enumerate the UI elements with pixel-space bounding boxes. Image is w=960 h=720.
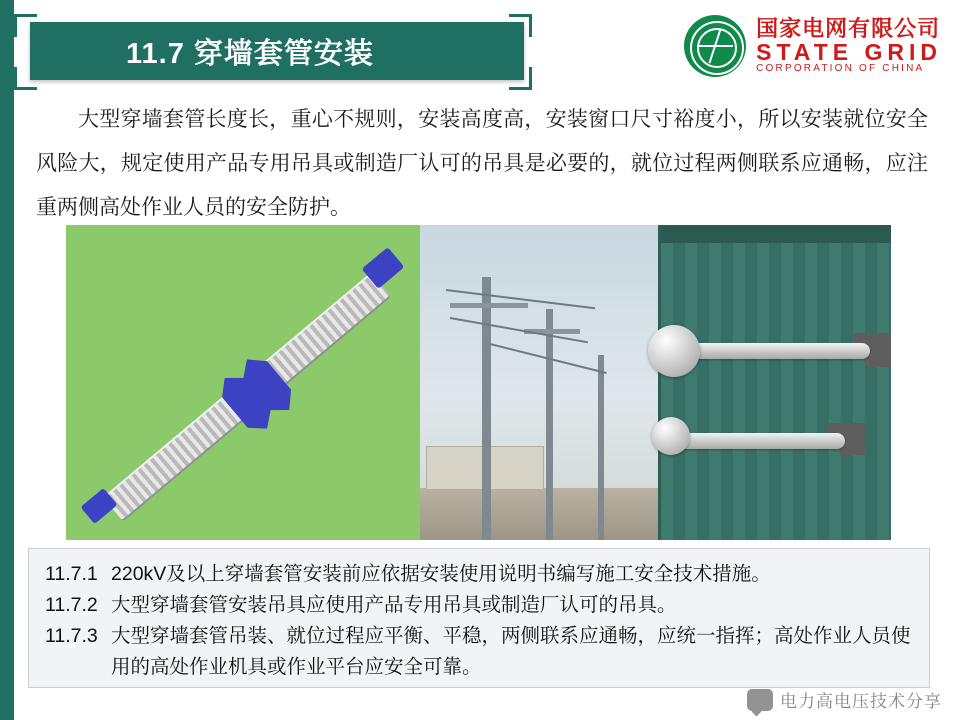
watermark (747, 687, 942, 712)
state-grid-globe-icon (684, 15, 746, 77)
note-text: 大型穿墙套管吊装、就位过程应平衡、平稳，两侧联系应通畅，应统一指挥；高处作业人员使用的高处作业机具或作业平台应安全可靠。 (111, 625, 911, 678)
slide-title-banner (30, 22, 524, 80)
bushing-3d-render-image (66, 225, 420, 540)
left-accent-bar (0, 0, 14, 720)
note-item (45, 559, 913, 590)
logo-text-block (756, 17, 942, 75)
watermark-text: 电力高电压技术分享 (780, 692, 942, 711)
note-number: 11.7.2 (45, 594, 98, 616)
logo-company-en: STATE GRID (756, 39, 942, 66)
note-text: 大型穿墙套管安装吊具应使用产品专用吊具或制造厂认可的吊具。 (111, 594, 677, 616)
note-text: 220kV及以上穿墙套管安装前应依据安装使用说明书编写施工安全技术措施。 (111, 563, 771, 585)
note-item (45, 590, 913, 621)
state-grid-logo (684, 14, 942, 78)
note-number: 11.7.3 (45, 625, 98, 647)
wall-bushing-site-photo-image (420, 225, 891, 540)
note-number: 11.7.1 (45, 563, 98, 585)
page-title: 11.7 穿墙套管安装 (126, 37, 374, 70)
logo-company-cn: 国家电网有限公司 (756, 16, 941, 42)
photo-row (66, 225, 891, 540)
body-paragraph: 大型穿墙套管长度长，重心不规则，安装高度高，安装窗口尺寸裕度小，所以安装就位安全风险大，规定使用产品专用吊具或制造厂认可的吊具是必要的，就位过程两侧联系应通畅，应注重两侧高处作业人员的安全防护。 (36, 108, 928, 219)
notes-box (28, 548, 930, 688)
logo-company-en-sub: CORPORATION OF CHINA (756, 63, 925, 75)
note-item (45, 621, 913, 683)
wechat-icon (747, 689, 773, 711)
title-banner-wrapper (14, 22, 524, 82)
